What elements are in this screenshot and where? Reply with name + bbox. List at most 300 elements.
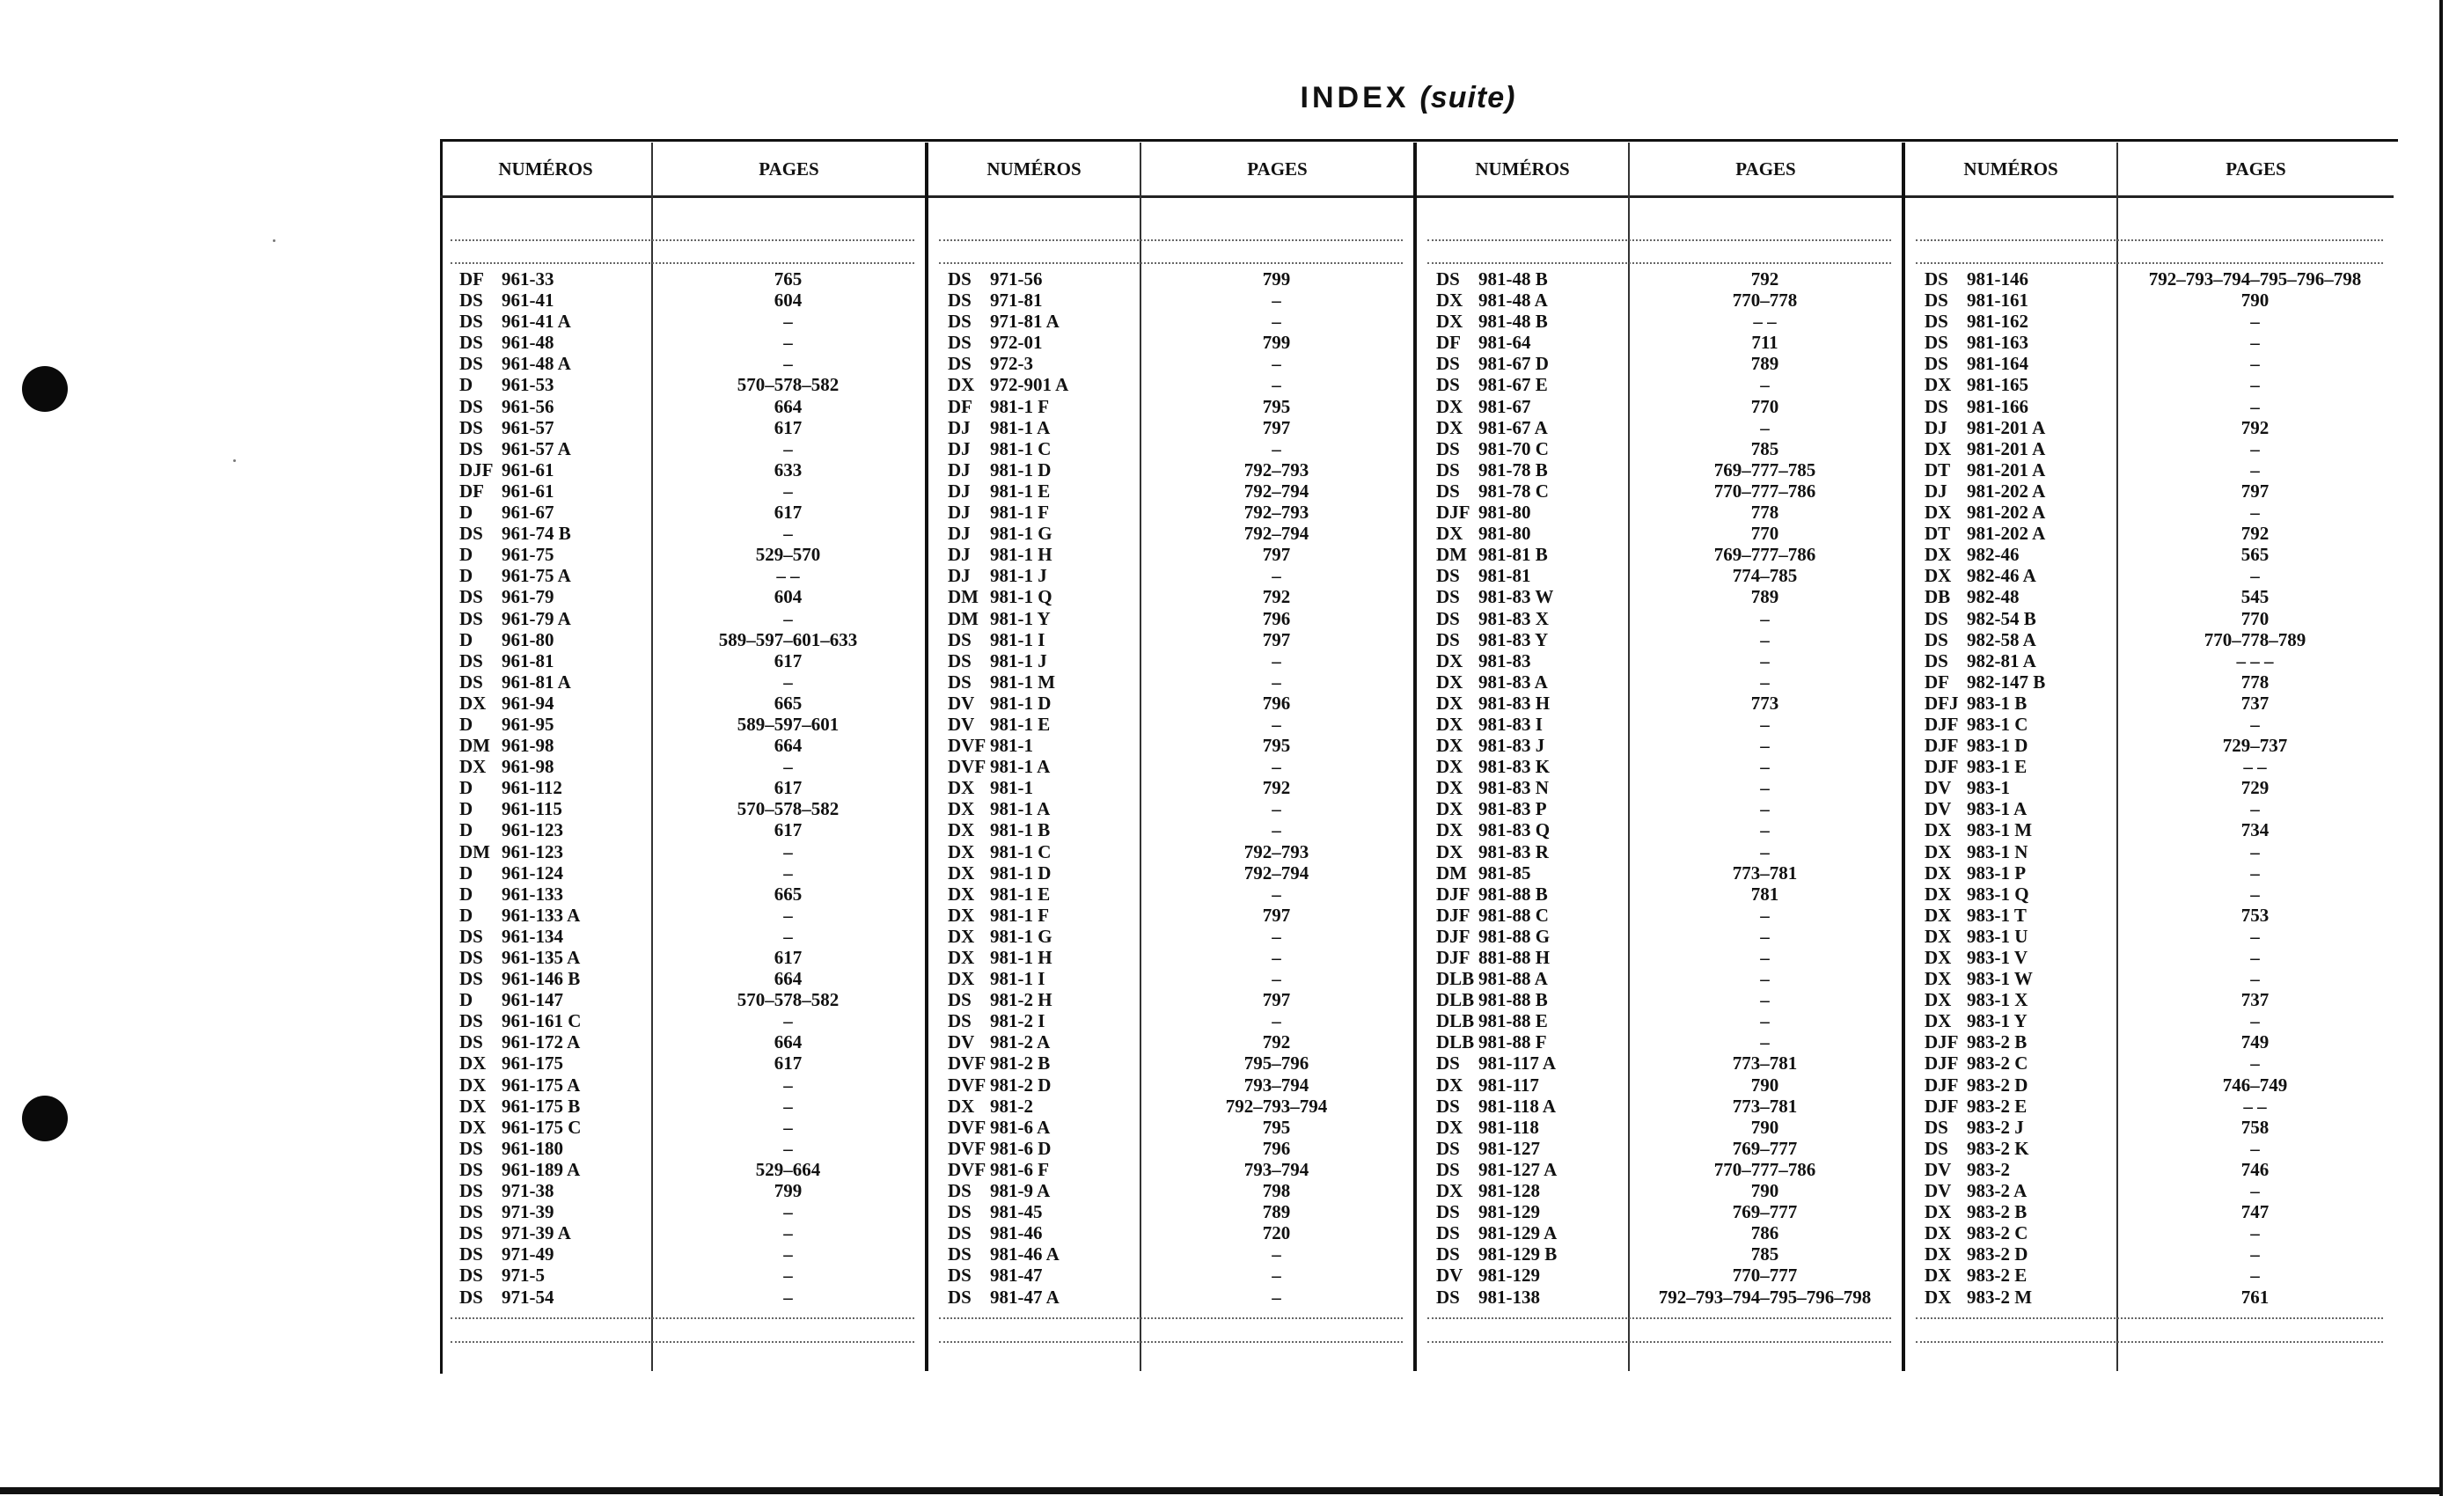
- page-refs: –: [1272, 713, 1281, 735]
- table-row: [1417, 311, 1902, 332]
- series-prefix: DJF: [1925, 1095, 1959, 1117]
- part-number: 981-1: [990, 777, 1033, 799]
- page-refs: –: [1760, 798, 1770, 820]
- part-number: 983-2 C: [1967, 1052, 2028, 1074]
- table-row: [1905, 290, 2394, 311]
- page-refs: 774–785: [1732, 565, 1798, 587]
- page-refs: –: [1272, 947, 1281, 968]
- page-refs: –: [1272, 437, 1281, 459]
- table-row: [1417, 438, 1902, 459]
- table-row: [928, 353, 1413, 374]
- table-row: [440, 650, 925, 671]
- series-prefix: DVF: [948, 756, 986, 778]
- table-row: [1417, 1265, 1902, 1286]
- series-prefix: DS: [459, 416, 483, 438]
- series-prefix: DJ: [948, 458, 971, 480]
- part-number: 981-129: [1478, 1265, 1540, 1287]
- table-row: [1905, 798, 2394, 819]
- table-row: [1417, 905, 1902, 926]
- part-number: 961-57: [502, 416, 554, 438]
- table-row: [440, 629, 925, 650]
- series-prefix: DJF: [1925, 1074, 1959, 1096]
- part-number: 981-9 A: [990, 1180, 1051, 1202]
- page-refs: –: [2250, 862, 2260, 884]
- page-bottom-rule: [0, 1487, 2443, 1494]
- page-refs: 617: [774, 416, 803, 438]
- page-refs: –: [783, 1243, 793, 1265]
- series-prefix: DV: [1925, 777, 1952, 799]
- table-row: [928, 1052, 1413, 1074]
- series-prefix: D: [459, 544, 473, 566]
- part-number: 981-83 I: [1478, 713, 1543, 735]
- series-prefix: DV: [1925, 798, 1952, 820]
- series-prefix: DX: [1925, 925, 1952, 947]
- page-refs: 781: [1750, 883, 1779, 905]
- series-prefix: DS: [459, 332, 483, 354]
- series-prefix: DS: [1925, 628, 1948, 650]
- table-row: [440, 905, 925, 926]
- table-row: [440, 714, 925, 735]
- table-row: [928, 1138, 1413, 1159]
- series-prefix: DF: [1925, 671, 1949, 693]
- part-number: 971-39: [502, 1201, 554, 1223]
- series-prefix: DS: [1436, 1095, 1460, 1117]
- table-row: [928, 1243, 1413, 1265]
- part-number: 981-80: [1478, 502, 1531, 524]
- page-refs: 778: [1750, 502, 1779, 524]
- part-number: 981-2 A: [990, 1031, 1051, 1053]
- table-row: [1417, 926, 1902, 947]
- series-prefix: DX: [1436, 671, 1463, 693]
- page-refs: 570–578–582: [737, 798, 840, 820]
- series-prefix: DS: [1925, 649, 1948, 671]
- part-number: 961-94: [502, 692, 554, 714]
- column-group-3: [1417, 143, 1905, 1371]
- dotted-rule: [1427, 239, 1891, 241]
- page-refs: 792–794: [1243, 480, 1309, 502]
- part-number: 981-166: [1967, 395, 2028, 417]
- series-prefix: DS: [459, 290, 483, 312]
- page-refs: 792: [1262, 1031, 1291, 1053]
- page-refs: 761: [2240, 1286, 2270, 1308]
- page-refs: 795: [1262, 395, 1291, 417]
- table-row: [440, 819, 925, 840]
- series-prefix: DJF: [1925, 735, 1959, 757]
- page-refs: –: [1760, 777, 1770, 799]
- series-prefix: DS: [459, 1201, 483, 1223]
- page-refs: 617: [774, 649, 803, 671]
- series-prefix: DX: [1925, 904, 1952, 926]
- series-prefix: DV: [948, 1031, 975, 1053]
- series-prefix: DX: [948, 968, 975, 990]
- series-prefix: DX: [1925, 1010, 1952, 1032]
- series-prefix: DS: [1925, 607, 1948, 629]
- part-number: 981-6 F: [990, 1158, 1050, 1180]
- part-number: 983-1 X: [1967, 989, 2028, 1011]
- page-refs: –: [783, 1286, 793, 1308]
- series-prefix: DLB: [1436, 968, 1475, 990]
- table-row: [440, 926, 925, 947]
- part-number: 981-1 C: [990, 437, 1052, 459]
- page-refs: –: [1272, 290, 1281, 312]
- table-row: [1417, 714, 1902, 735]
- series-prefix: DX: [1925, 437, 1952, 459]
- part-number: 961-74 B: [502, 523, 571, 545]
- series-prefix: DX: [948, 798, 975, 820]
- table-row: [1905, 693, 2394, 714]
- table-row: [1417, 1287, 1902, 1308]
- table-row: [1905, 417, 2394, 438]
- series-prefix: DX: [1436, 756, 1463, 778]
- table-row: [928, 1074, 1413, 1096]
- series-prefix: DX: [1925, 1265, 1952, 1287]
- series-prefix: DX: [1436, 798, 1463, 820]
- table-row: [1905, 756, 2394, 777]
- series-prefix: DJ: [948, 416, 971, 438]
- part-number: 961-135 A: [502, 947, 581, 968]
- series-prefix: D: [459, 862, 473, 884]
- page-refs: 792–793–794–795–796–798: [1658, 1286, 1872, 1308]
- index-rows: [440, 268, 925, 1308]
- series-prefix: D: [459, 777, 473, 799]
- page-refs: 729: [2240, 777, 2270, 799]
- page-refs: 769–777–786: [1713, 544, 1816, 566]
- series-prefix: D: [459, 713, 473, 735]
- series-prefix: DS: [948, 290, 972, 312]
- part-number: 981-47 A: [990, 1286, 1060, 1308]
- table-row: [1417, 693, 1902, 714]
- page-refs: 792–793–794–795–796–798: [2148, 268, 2362, 290]
- part-number: 981-1 F: [990, 904, 1050, 926]
- page-refs: –: [783, 671, 793, 693]
- series-prefix: DX: [1925, 544, 1952, 566]
- part-number: 981-1 A: [990, 756, 1051, 778]
- page-refs: 737: [2240, 692, 2270, 714]
- series-prefix: DT: [1925, 458, 1951, 480]
- series-prefix: D: [459, 628, 473, 650]
- table-row: [928, 417, 1413, 438]
- part-number: 981-1 J: [990, 649, 1047, 671]
- table-row: [1905, 1074, 2394, 1096]
- page-refs: –: [2250, 374, 2260, 396]
- table-row: [1905, 650, 2394, 671]
- page-refs: 799: [1262, 332, 1291, 354]
- page-refs: 773–781: [1732, 1052, 1798, 1074]
- page-refs: 617: [774, 1052, 803, 1074]
- table-row: [1905, 374, 2394, 395]
- page-refs: – –: [2243, 1095, 2267, 1117]
- table-row: [1417, 968, 1902, 989]
- table-row: [928, 374, 1413, 395]
- dotted-rule: [451, 1317, 914, 1319]
- series-prefix: D: [459, 374, 473, 396]
- part-number: 971-81: [990, 290, 1043, 312]
- part-number: 971-5: [502, 1265, 545, 1287]
- page-refs: –: [1272, 798, 1281, 820]
- table-row: [1905, 544, 2394, 565]
- table-row: [1905, 905, 2394, 926]
- part-number: 981-81: [1478, 565, 1531, 587]
- series-prefix: DX: [1436, 819, 1463, 841]
- part-number: 961-67: [502, 502, 554, 524]
- page-refs: 747: [2240, 1201, 2270, 1223]
- part-number: 981-83 A: [1478, 671, 1548, 693]
- page-refs: 799: [774, 1180, 803, 1202]
- part-number: 981-1 E: [990, 480, 1051, 502]
- part-number: 981-2 I: [990, 1010, 1045, 1032]
- page-refs: –: [783, 925, 793, 947]
- table-row: [1417, 1159, 1902, 1180]
- page-refs: 797: [1262, 544, 1291, 566]
- part-number: 961-172 A: [502, 1031, 581, 1053]
- table-row: [440, 1159, 925, 1180]
- page-refs: –: [2250, 968, 2260, 990]
- page-refs: –: [1760, 989, 1770, 1011]
- page-refs: 617: [774, 502, 803, 524]
- part-number: 961-56: [502, 395, 554, 417]
- header-pages: PAGES: [2226, 158, 2286, 180]
- part-number: 981-146: [1967, 268, 2028, 290]
- series-prefix: DS: [1436, 268, 1460, 290]
- table-row: [1417, 374, 1902, 395]
- page-refs: –: [2250, 353, 2260, 375]
- series-prefix: DS: [1925, 1137, 1948, 1159]
- series-prefix: DJF: [1436, 883, 1470, 905]
- part-number: 961-75 A: [502, 565, 571, 587]
- dotted-rule: [451, 1341, 914, 1343]
- page-refs: 729–737: [2222, 735, 2288, 757]
- part-number: 983-1 D: [1967, 735, 2028, 757]
- page-refs: –: [1272, 1286, 1281, 1308]
- part-number: 981-81 B: [1478, 544, 1548, 566]
- part-number: 981-118: [1478, 1116, 1539, 1138]
- part-number: 981-88 E: [1478, 1010, 1548, 1032]
- page-refs: 770: [2240, 607, 2270, 629]
- part-number: 982-147 B: [1967, 671, 2046, 693]
- table-row: [1905, 777, 2394, 798]
- table-row: [440, 608, 925, 629]
- part-number: 981-88 B: [1478, 989, 1548, 1011]
- page-refs: –: [1272, 565, 1281, 587]
- part-number: 981-1 I: [990, 628, 1045, 650]
- table-row: [440, 1117, 925, 1138]
- page-refs: –: [783, 480, 793, 502]
- part-number: 971-49: [502, 1243, 554, 1265]
- table-row: [440, 1265, 925, 1286]
- series-prefix: DX: [1925, 1201, 1952, 1223]
- table-row: [440, 735, 925, 756]
- series-prefix: DX: [459, 1116, 487, 1138]
- table-row: [1905, 735, 2394, 756]
- series-prefix: DS: [1925, 1116, 1948, 1138]
- part-number: 981-118 A: [1478, 1095, 1557, 1117]
- page-refs: –: [2250, 502, 2260, 524]
- table-row: [440, 862, 925, 884]
- series-prefix: DS: [459, 353, 483, 375]
- page-refs: 789: [1750, 353, 1779, 375]
- table-row: [1417, 1222, 1902, 1243]
- part-number: 972-01: [990, 332, 1043, 354]
- header-numeros: NUMÉROS: [1905, 143, 2118, 195]
- page-refs: 545: [2240, 586, 2270, 608]
- part-number: 961-175 B: [502, 1095, 581, 1117]
- series-prefix: DS: [948, 1222, 972, 1244]
- series-prefix: DV: [1925, 1180, 1952, 1202]
- table-row: [1417, 523, 1902, 544]
- table-row: [1417, 502, 1902, 523]
- page-refs: 570–578–582: [737, 374, 840, 396]
- part-number: 981-163: [1967, 332, 2028, 354]
- page-refs: 795: [1262, 1116, 1291, 1138]
- part-number: 981-2 H: [990, 989, 1052, 1011]
- series-prefix: DS: [459, 311, 483, 333]
- series-prefix: DX: [1436, 649, 1463, 671]
- table-row: [928, 1117, 1413, 1138]
- page-refs: –: [1760, 735, 1770, 757]
- part-number: 981-1 H: [990, 947, 1052, 968]
- part-number: 961-175: [502, 1052, 563, 1074]
- part-number: 981-1 F: [990, 395, 1050, 417]
- part-number: 961-180: [502, 1137, 563, 1159]
- table-row: [928, 1201, 1413, 1222]
- series-prefix: DJ: [948, 502, 971, 524]
- dotted-rule: [939, 262, 1403, 264]
- table-row: [440, 396, 925, 417]
- series-prefix: DT: [1925, 523, 1951, 545]
- series-prefix: DX: [1925, 1222, 1952, 1244]
- table-row: [1417, 1031, 1902, 1052]
- series-prefix: DJF: [459, 458, 494, 480]
- part-number: 981-67 D: [1478, 353, 1549, 375]
- series-prefix: D: [459, 798, 473, 820]
- series-prefix: DX: [1436, 735, 1463, 757]
- table-row: [1417, 290, 1902, 311]
- series-prefix: DJF: [1436, 925, 1470, 947]
- series-prefix: DJF: [1925, 756, 1959, 778]
- page-refs: –: [783, 1222, 793, 1244]
- page-refs: –: [783, 1137, 793, 1159]
- series-prefix: DJ: [1925, 480, 1947, 502]
- series-prefix: DS: [459, 947, 483, 968]
- part-number: 981-2: [990, 1095, 1033, 1117]
- part-number: 961-79: [502, 586, 554, 608]
- series-prefix: DVF: [948, 1074, 986, 1096]
- page-refs: 793–794: [1243, 1074, 1309, 1096]
- table-row: [928, 968, 1413, 989]
- table-row: [1905, 1052, 2394, 1074]
- part-number: 983-1 N: [1967, 840, 2028, 862]
- part-number: 961-146 B: [502, 968, 581, 990]
- series-prefix: DX: [1925, 840, 1952, 862]
- page-refs: –: [2250, 1243, 2260, 1265]
- page-refs: –: [1760, 947, 1770, 968]
- part-number: 981-88 C: [1478, 904, 1549, 926]
- series-prefix: DLB: [1436, 989, 1475, 1011]
- table-row: [1417, 417, 1902, 438]
- part-number: 981-1 Y: [990, 607, 1051, 629]
- series-prefix: DS: [1925, 353, 1948, 375]
- series-prefix: DX: [948, 947, 975, 968]
- table-row: [440, 777, 925, 798]
- series-prefix: DS: [1436, 1222, 1460, 1244]
- series-prefix: DX: [1436, 692, 1463, 714]
- page-refs: –: [1272, 968, 1281, 990]
- table-row: [928, 438, 1413, 459]
- part-number: 881-88 H: [1478, 947, 1551, 968]
- series-prefix: DM: [1436, 544, 1467, 566]
- part-number: 983-2 B: [1967, 1031, 2028, 1053]
- part-number: 981-202 A: [1967, 480, 2046, 502]
- series-prefix: DVF: [948, 1052, 986, 1074]
- table-row: [1905, 353, 2394, 374]
- part-number: 961-161 C: [502, 1010, 582, 1032]
- part-number: 961-80: [502, 628, 554, 650]
- column-group-2: [928, 143, 1417, 1371]
- table-row: [1417, 777, 1902, 798]
- table-row: [1417, 332, 1902, 353]
- page-refs: 792: [2240, 416, 2270, 438]
- page-refs: 769–777: [1732, 1201, 1798, 1223]
- table-row: [440, 502, 925, 523]
- table-row: [440, 1031, 925, 1052]
- series-prefix: DX: [1925, 947, 1952, 968]
- table-row: [1417, 1052, 1902, 1074]
- part-number: 981-6 D: [990, 1137, 1052, 1159]
- table-row: [928, 1096, 1413, 1117]
- page-refs: –: [1760, 607, 1770, 629]
- table-row: [440, 1180, 925, 1201]
- page-refs: 589–597–601–633: [718, 628, 858, 650]
- part-number: 981-88 G: [1478, 925, 1551, 947]
- page-refs: –: [2250, 947, 2260, 968]
- table-row: [1905, 1287, 2394, 1308]
- table-row: [440, 523, 925, 544]
- column-header: [928, 143, 1413, 198]
- part-number: 981-67 E: [1478, 374, 1548, 396]
- part-number: 981-1: [990, 735, 1033, 757]
- page-refs: –: [2250, 883, 2260, 905]
- table-row: [1905, 1117, 2394, 1138]
- table-row: [1417, 480, 1902, 502]
- part-number: 981-48 A: [1478, 290, 1548, 312]
- part-number: 981-78 C: [1478, 480, 1549, 502]
- series-prefix: DB: [1925, 586, 1951, 608]
- table-row: [440, 332, 925, 353]
- page-refs: –: [1760, 1031, 1770, 1053]
- part-number: 961-75: [502, 544, 554, 566]
- part-number: 961-48 A: [502, 353, 571, 375]
- part-number: 981-83 X: [1478, 607, 1549, 629]
- table-row: [928, 777, 1413, 798]
- part-number: 971-56: [990, 268, 1043, 290]
- series-prefix: DX: [1925, 565, 1952, 587]
- series-prefix: DX: [948, 777, 975, 799]
- part-number: 981-138: [1478, 1286, 1540, 1308]
- page-refs: 770–777: [1732, 1265, 1798, 1287]
- table-row: [928, 650, 1413, 671]
- part-number: 981-83 W: [1478, 586, 1554, 608]
- table-row: [1417, 841, 1902, 862]
- series-prefix: DX: [1925, 989, 1952, 1011]
- part-number: 981-48 B: [1478, 268, 1548, 290]
- series-prefix: DJF: [1925, 713, 1959, 735]
- part-number: 983-1: [1967, 777, 2010, 799]
- table-row: [1905, 926, 2394, 947]
- table-row: [1417, 586, 1902, 607]
- part-number: 981-165: [1967, 374, 2028, 396]
- part-number: 983-1 W: [1967, 968, 2033, 990]
- table-row: [440, 884, 925, 905]
